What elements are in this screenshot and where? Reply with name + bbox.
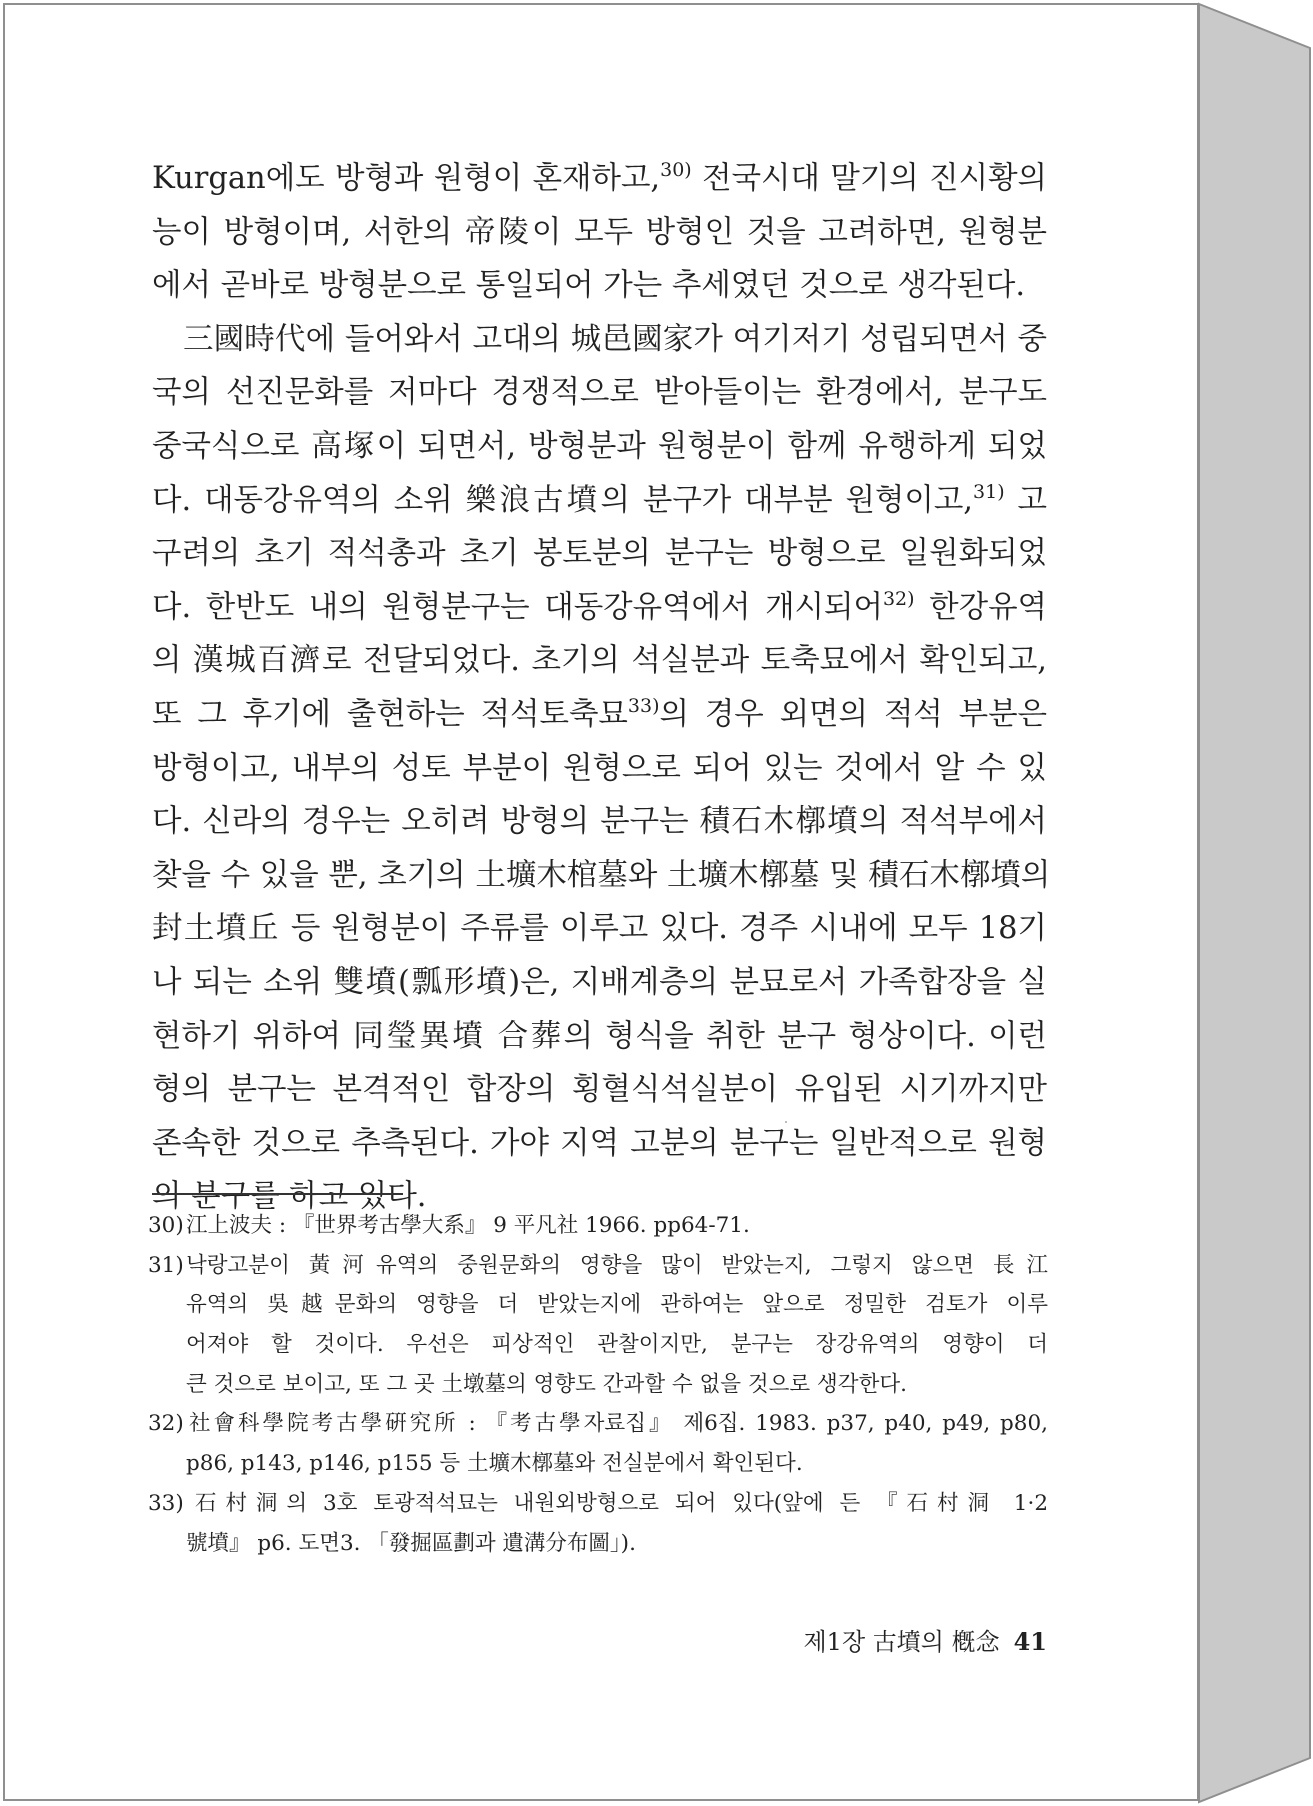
chapter-title: 제1장 古墳의 槪念 <box>803 1628 1000 1656</box>
footnote-line <box>148 1325 1048 1365</box>
footnote-ref: 33) <box>627 694 660 717</box>
page-number: 41 <box>1013 1627 1047 1656</box>
body-line-text: Kurgan에도 방형과 원형이 혼재하고, <box>152 161 661 196</box>
body-line-text: 국의 선진문화를 저마다 경쟁적으로 받아들이는 환경에서, 분구도 <box>152 375 1047 411</box>
footnote-line <box>148 1246 1048 1286</box>
footnote-line <box>148 1484 1048 1524</box>
footnote-line <box>148 1444 1048 1484</box>
body-line-text: 또 그 후기에 출현하는 적석토축묘 <box>152 696 628 732</box>
body-line-text: 다. 한반도 내의 원형분구는 대동강유역에서 개시되어 <box>152 589 883 625</box>
footnote-number: 32) <box>148 1411 184 1437</box>
body-line-text: 전국시대 말기의 진시황의 <box>691 161 1047 196</box>
footnote-text: 유역의 吳越문화의 영향을 더 받았는지에 관하여는 앞으로 정밀한 검토가 이루 <box>186 1292 1048 1318</box>
footnote-number: 33) <box>148 1490 184 1516</box>
running-footer <box>799 1622 1047 1657</box>
body-line <box>152 634 1047 688</box>
body-line <box>152 366 1047 420</box>
body-line <box>152 742 1047 796</box>
footnote-text: 社會科學院考古學硏究所 : 『考古學자료집』 제6집. 1983. p37, p40, p49, p80, <box>186 1411 1048 1437</box>
footnotes <box>148 1206 1048 1563</box>
body-line <box>152 1117 1047 1171</box>
footnote-text: 어져야 할 것이다. 우선은 피상적인 관찰이지만, 분구는 장강유역의 영향이 더 <box>186 1332 1048 1358</box>
footnote <box>148 1246 1048 1405</box>
body-line-text: 구려의 초기 적석총과 초기 봉토분의 분구는 방형으로 일원화되었 <box>152 536 1047 572</box>
body-line <box>152 1010 1047 1064</box>
body-line <box>152 795 1047 849</box>
body-line-text: 형의 분구는 본격적인 합장의 횡혈식석실분이 유입된 시기까지만 <box>152 1072 1047 1108</box>
footnote-text: 石村洞의 3호 토광적석묘는 내원외방형으로 되어 있다(앞에 든 『石村洞 1·2 <box>186 1490 1048 1516</box>
body-line-text: 존속한 것으로 추측된다. 가야 지역 고분의 분구는 일반적으로 원형 <box>152 1125 1047 1161</box>
body-line <box>152 420 1047 474</box>
body-line <box>152 152 1047 206</box>
body-line-text: 현하기 위하여 同瑩異墳 合葬의 형식을 취한 분구 형상이다. 이런 <box>152 1018 1047 1054</box>
footnote-line <box>148 1365 1048 1405</box>
footnote-line <box>148 1285 1048 1325</box>
body-line-text: 封土墳丘 등 원형분이 주류를 이루고 있다. 경주 시내에 모두 18기 <box>152 911 1047 947</box>
body-line <box>152 1063 1047 1117</box>
body-line-text: 다. 대동강유역의 소위 樂浪古墳의 분구가 대부분 원형이고, <box>152 482 974 518</box>
body-line-text: 능이 방형이며, 서한의 帝陵이 모두 방형인 것을 고려하면, 원형분 <box>152 214 1047 250</box>
footnote-line <box>148 1206 1048 1246</box>
footnote-text: 낙랑고분이 黃河유역의 중원문화의 영향을 많이 받았는지, 그렇지 않으면 長江 <box>186 1252 1048 1278</box>
body-line-text: 의 분구를 하고 있다. <box>152 1179 427 1215</box>
body-line <box>152 849 1051 903</box>
body-line-text: 의 경우 외면의 적석 부분은 <box>659 696 1048 732</box>
footnote-text: 號墳』 p6. 도면3. 「發掘區劃과 遺溝分布圖」). <box>186 1530 636 1556</box>
body-line-text: 중국식으로 高塚이 되면서, 방형분과 원형분이 함께 유행하게 되었 <box>152 428 1047 464</box>
footnote-ref: 30) <box>660 159 692 181</box>
body-line-text: 의 漢城百濟로 전달되었다. 초기의 석실분과 토축묘에서 확인되고, <box>152 643 1047 679</box>
footnote <box>148 1206 1048 1246</box>
footnote <box>148 1404 1048 1483</box>
body-line <box>152 581 1047 635</box>
footnote-line <box>148 1404 1048 1444</box>
footnote <box>148 1484 1048 1563</box>
footnote-text: 큰 것으로 보이고, 또 그 곳 土墩墓의 영향도 간과할 수 없을 것으로 생각한다. <box>186 1371 907 1397</box>
body-line <box>152 956 1047 1010</box>
footnote-number: 30) <box>148 1213 184 1238</box>
body-line <box>152 688 1047 742</box>
body-line <box>152 902 1047 956</box>
footnote-text: p86, p143, p146, p155 등 土壙木槨墓와 전실분에서 확인된다. <box>186 1451 803 1477</box>
body-line <box>152 206 1047 260</box>
body-line-text: 三國時代에 들어와서 고대의 城邑國家가 여기저기 성립되면서 중 <box>183 321 1047 357</box>
footnote-number: 31) <box>148 1252 184 1278</box>
body-line <box>152 474 1047 528</box>
body-line-text: 찾을 수 있을 뿐, 초기의 土壙木棺墓와 土壙木槨墓 및 積石木槨墳의 <box>152 857 1051 893</box>
body-line <box>152 313 1047 367</box>
footnote-ref: 32) <box>882 587 915 610</box>
footnote-text: 江上波夫 : 『世界考古學大系』 9 平凡社 1966. pp64-71. <box>186 1213 750 1238</box>
scan-speck <box>785 1121 787 1123</box>
footnote-line <box>148 1524 1048 1564</box>
body-line-text: 에서 곧바로 방형분으로 통일되어 가는 추세였던 것으로 생각된다. <box>152 268 1026 304</box>
body-line-text: 한강유역 <box>914 589 1048 625</box>
main-text <box>152 152 1051 1224</box>
body-line-text: 고 <box>1004 482 1047 518</box>
body-line-text: 나 되는 소위 雙墳(瓢形墳)은, 지배계층의 분묘로서 가족합장을 실 <box>152 964 1047 1000</box>
body-line <box>152 259 1047 313</box>
footnote-ref: 31) <box>973 480 1005 503</box>
body-line-text: 방형이고, 내부의 성토 부분이 원형으로 되어 있는 것에서 알 수 있 <box>152 750 1047 786</box>
body-line <box>152 527 1047 581</box>
body-line-text: 다. 신라의 경우는 오히려 방형의 분구는 積石木槨墳의 적석부에서 <box>152 804 1047 840</box>
footnote-separator <box>152 1193 403 1195</box>
